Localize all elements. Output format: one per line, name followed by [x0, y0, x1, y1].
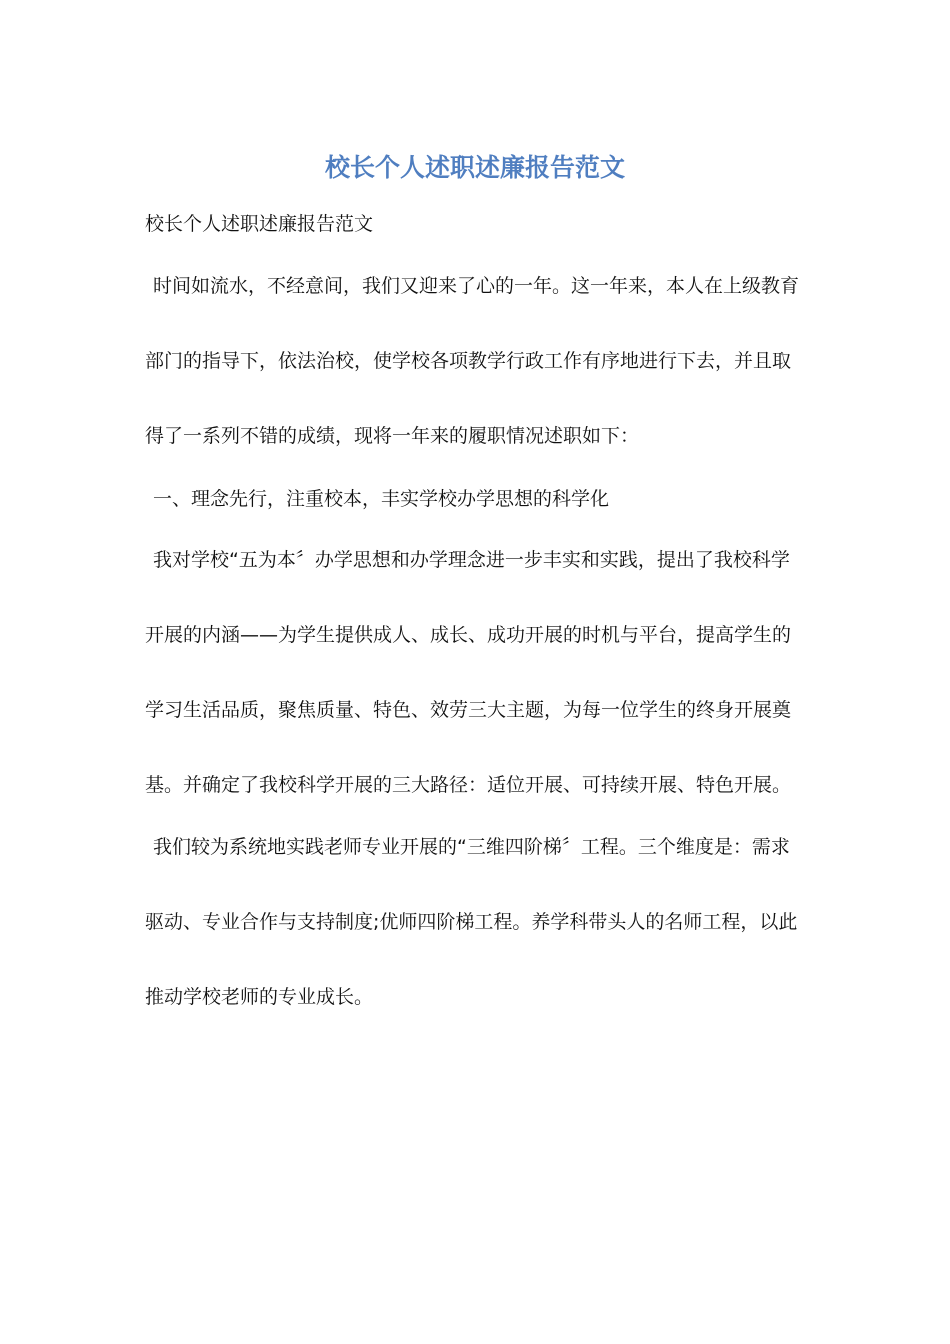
section-heading: 一、理念先行，注重校本，丰实学校办学思想的科学化 — [153, 488, 610, 510]
paragraph-line: 我对学校“五为本〞办学思想和办学理念进一步丰实和实践，提出了我校科学 — [153, 549, 790, 571]
paragraph-line: 部门的指导下，依法治校，使学校各项教学行政工作有序地进行下去，并且取 — [145, 350, 792, 372]
paragraph-line: 得了一系列不错的成绩，现将一年来的履职情况述职如下： — [145, 425, 640, 447]
document-title: 校长个人述职述廉报告范文 — [324, 153, 625, 182]
paragraph-line: 推动学校老师的专业成长。 — [145, 986, 374, 1008]
document-subtitle: 校长个人述职述廉报告范文 — [145, 213, 374, 235]
paragraph-line: 时间如流水，不经意间，我们又迎来了心的一年。这一年来，本人在上级教育 — [153, 275, 800, 297]
paragraph-line: 我们较为系统地实践老师专业开展的“三维四阶梯〞工程。三个维度是：需求 — [153, 836, 790, 858]
paragraph-line: 基。并确定了我校科学开展的三大路径：适位开展、可持续开展、特色开展。 — [145, 774, 792, 796]
paragraph-line: 开展的内涵——为学生提供成人、成长、成功开展的时机与平台，提高学生的 — [145, 624, 792, 646]
paragraph-line: 学习生活品质，聚焦质量、特色、效劳三大主题，为每一位学生的终身开展奠 — [145, 699, 792, 721]
paragraph-line: 驱动、专业合作与支持制度;优师四阶梯工程。养学科带头人的名师工程，以此 — [145, 911, 798, 933]
